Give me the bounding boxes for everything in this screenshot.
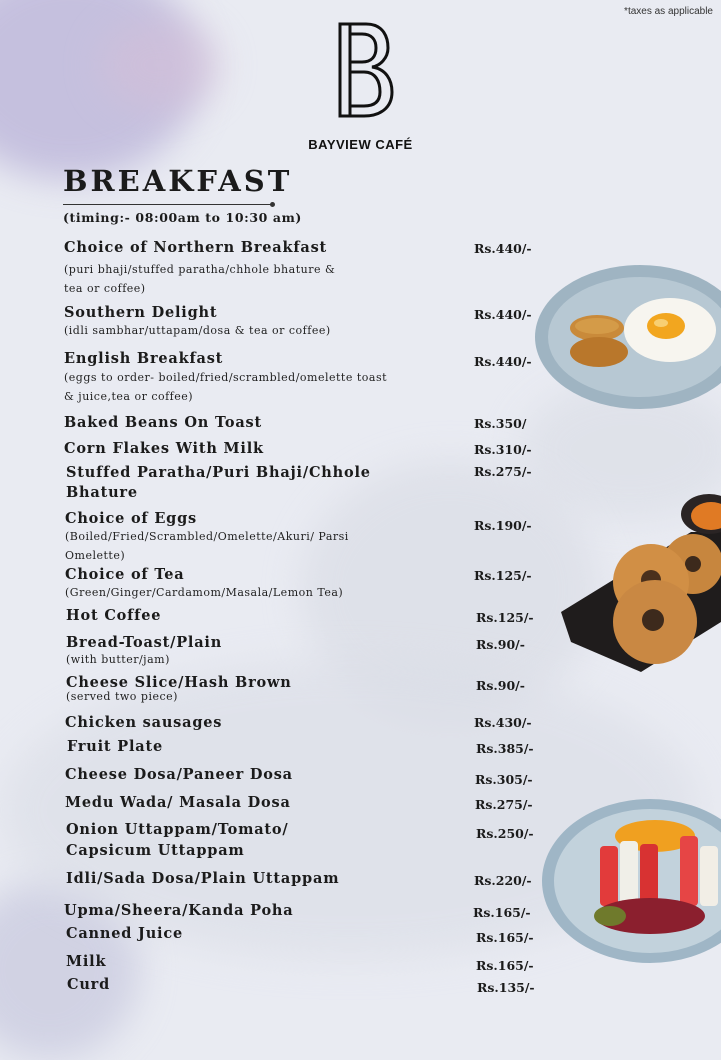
menu-item-price: Rs.165/- bbox=[476, 930, 534, 945]
menu-item-price: Rs.385/- bbox=[476, 741, 534, 756]
menu-item-name: Onion Uttappam/Tomato/ bbox=[66, 821, 289, 838]
menu-item-price: Rs.440/- bbox=[474, 241, 532, 256]
menu-item-price: Rs.440/- bbox=[474, 354, 532, 369]
menu-item-desc: (puri bhaji/stuffed paratha/chhole bhature & bbox=[64, 263, 336, 276]
menu-item-desc: (with butter/jam) bbox=[66, 653, 170, 666]
menu-item-name: Upma/Sheera/Kanda Poha bbox=[64, 902, 294, 919]
menu-item-price: Rs.125/- bbox=[476, 610, 534, 625]
menu-item-name: English Breakfast bbox=[64, 350, 224, 367]
menu-item-price: Rs.305/- bbox=[475, 772, 533, 787]
menu-item-name: Baked Beans On Toast bbox=[64, 414, 263, 431]
menu-item-price: Rs.350/ bbox=[474, 416, 527, 431]
menu-item-name: Idli/Sada Dosa/Plain Uttappam bbox=[66, 870, 340, 887]
menu-item-name: Stuffed Paratha/Puri Bhaji/Chhole bbox=[66, 464, 371, 481]
menu-item-desc: tea or coffee) bbox=[64, 282, 146, 295]
menu-item-name: Capsicum Uttappam bbox=[66, 842, 245, 859]
menu-item-price: Rs.220/- bbox=[474, 873, 532, 888]
menu-item-price: Rs.90/- bbox=[476, 637, 525, 652]
menu-item-price: Rs.430/- bbox=[474, 715, 532, 730]
menu-item-price: Rs.165/- bbox=[476, 958, 534, 973]
menu-item-desc: Omelette) bbox=[65, 549, 126, 562]
section-title: BREAKFAST bbox=[63, 164, 293, 198]
menu-item-price: Rs.250/- bbox=[476, 826, 534, 841]
menu-item-name: Southern Delight bbox=[64, 304, 218, 321]
medu-wada-image bbox=[551, 492, 721, 682]
menu-item-name: Milk bbox=[66, 953, 107, 970]
menu-item-desc: (served two piece) bbox=[66, 690, 178, 703]
menu-item-name: Curd bbox=[67, 976, 111, 993]
menu-item-desc: (Boiled/Fried/Scrambled/Omelette/Akuri/ Parsi bbox=[65, 530, 349, 543]
menu-item-price: Rs.440/- bbox=[474, 307, 532, 322]
title-divider bbox=[63, 204, 273, 205]
menu-item-price: Rs.275/- bbox=[474, 464, 532, 479]
menu-item-name: Choice of Tea bbox=[65, 566, 185, 583]
menu-item-desc: (idli sambhar/uttapam/dosa & tea or coffee) bbox=[64, 324, 331, 337]
menu-item-price: Rs.90/- bbox=[476, 678, 525, 693]
bayview-logo-icon bbox=[332, 20, 396, 120]
menu-item-price: Rs.310/- bbox=[474, 442, 532, 457]
menu-item-name: Cheese Slice/Hash Brown bbox=[66, 674, 292, 691]
fruit-plate-image bbox=[540, 796, 721, 966]
menu-item-price: Rs.165/- bbox=[473, 905, 531, 920]
menu-item-price: Rs.135/- bbox=[477, 980, 535, 995]
menu-item-price: Rs.275/- bbox=[475, 797, 533, 812]
menu-item-name: Choice of Eggs bbox=[65, 510, 198, 527]
menu-item-name: Bhature bbox=[66, 484, 138, 501]
menu-item-price: Rs.190/- bbox=[474, 518, 532, 533]
menu-item-name: Choice of Northern Breakfast bbox=[64, 239, 328, 256]
menu-item-name: Fruit Plate bbox=[67, 738, 164, 755]
breakfast-timing: (timing:- 08:00am to 10:30 am) bbox=[63, 210, 302, 225]
menu-item-name: Bread-Toast/Plain bbox=[66, 634, 223, 651]
menu-item-name: Canned Juice bbox=[66, 925, 183, 942]
title-divider-dot bbox=[270, 202, 275, 207]
menu-item-desc: (eggs to order- boiled/fried/scrambled/omelette toast bbox=[64, 371, 388, 384]
menu-item-name: Medu Wada/ Masala Dosa bbox=[65, 794, 291, 811]
taxes-note: *taxes as applicable bbox=[624, 6, 713, 17]
brand-name: BAYVIEW CAFÉ bbox=[308, 137, 413, 152]
menu-item-name: Hot Coffee bbox=[66, 607, 162, 624]
menu-item-desc: & juice,tea or coffee) bbox=[64, 390, 194, 403]
menu-item-name: Cheese Dosa/Paneer Dosa bbox=[65, 766, 293, 783]
menu-item-price: Rs.125/- bbox=[474, 568, 532, 583]
menu-item-desc: (Green/Ginger/Cardamom/Masala/Lemon Tea) bbox=[65, 586, 344, 599]
eggs-plate-image bbox=[535, 262, 721, 412]
menu-item-name: Corn Flakes With Milk bbox=[64, 440, 264, 457]
menu-item-name: Chicken sausages bbox=[65, 714, 223, 731]
